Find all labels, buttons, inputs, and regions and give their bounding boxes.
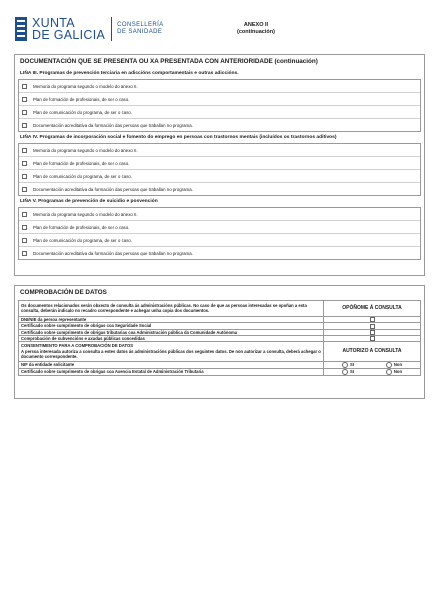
consent-title: CONSENTIMENTO PARA A COMPROBACIÓN DE DATOS: [21, 343, 134, 349]
document-item: [19, 157, 420, 170]
document-label: Documentación acreditativa da formación das persoas que traballan no programa.: [33, 186, 193, 192]
document-label: Plan de formación de profesionais, de ser o caso.: [33, 96, 130, 102]
document-label: Memoria do programa segundo o modelo do anexo II.: [33, 211, 138, 217]
document-checkbox[interactable]: [22, 238, 27, 243]
anexo-title: ANEXO II: [243, 22, 269, 28]
document-label: Memoria do programa segundo o modelo do anexo II.: [33, 147, 138, 153]
document-item: [19, 93, 420, 106]
document-checkbox[interactable]: [22, 110, 27, 115]
line-heading: LIÑA III. Programas de prevención terciaria en adiccións comportamentais e outras adiccións.: [20, 71, 239, 76]
line-heading: LIÑA V. Programas de prevención de suicidio e posvención: [20, 199, 158, 204]
document-label: Plan de comunicación do programa, de ser o caso.: [33, 109, 133, 115]
document-item: [19, 247, 420, 259]
documentation-lines: [15, 70, 424, 260]
document-label: Memoria do programa segundo o modelo do anexo II.: [33, 83, 138, 89]
document-item: [19, 170, 420, 183]
oppose-header: OPÓÑOME Á CONSULTA: [324, 301, 421, 317]
intro-text: Os documentos relacionados serán obxecto de consulta ás administracións públicas. No caso de que as persoas interesadas se opoñan a esta consulta, deberán indicalo no recadro correspondente e achegar unha copia dos documentos.: [19, 301, 324, 317]
document-label: Plan de comunicación do programa, de ser o caso.: [33, 173, 133, 179]
consent-data-row: [19, 361, 421, 368]
oppose-label: DNI/NIE da persoa representante: [19, 316, 324, 322]
yes-option[interactable]: [342, 362, 354, 368]
oppose-checkbox[interactable]: [370, 324, 375, 329]
logo-line1: XUNTA: [32, 16, 75, 30]
document-item: [19, 144, 420, 157]
consel-line1: CONSELLERÍA: [117, 22, 164, 28]
yes-label: SI: [349, 368, 354, 374]
consent-text-cell: [19, 342, 324, 361]
consel-line2: DE SANIDADE: [117, 29, 163, 35]
oppose-checkbox[interactable]: [370, 317, 375, 322]
document-label: Documentación acreditativa da formación das persoas que traballan no programa.: [33, 250, 193, 256]
page-header: [14, 16, 425, 46]
document-checklist: [18, 207, 421, 260]
consent-text: A persoa interesada autoriza a consulta a estes datos ás administracións públicas dos seguintes datos. De non autorizar a consulta, deberá achegar o documento correspondente.: [21, 348, 321, 360]
consent-row: [19, 342, 421, 361]
document-label: Plan de comunicación do programa, de ser o caso.: [33, 237, 133, 243]
document-item: [19, 183, 420, 195]
line-heading: LIÑA IV. Programas de incorporación social e fomento do emprego en persoas con trastornos mentais (incluídos os trastornos aditivos): [20, 135, 337, 140]
document-checkbox[interactable]: [22, 187, 27, 192]
no-radio-icon[interactable]: [386, 369, 392, 375]
oppose-checkbox[interactable]: [370, 336, 375, 341]
document-checkbox[interactable]: [22, 148, 27, 153]
document-item: [19, 208, 420, 221]
yes-option[interactable]: [342, 369, 354, 375]
document-item: [19, 221, 420, 234]
conselleria-label: [117, 22, 163, 36]
yes-radio-icon[interactable]: [342, 362, 348, 368]
xunta-wordmark: [32, 17, 105, 41]
no-option[interactable]: [386, 362, 402, 368]
document-item: [19, 80, 420, 93]
document-item: [19, 119, 420, 131]
document-checkbox[interactable]: [22, 212, 27, 217]
oppose-label: Certificado sobre cumprimento de obrigas coa Seguridade Social: [19, 323, 324, 329]
document-label: Plan de formación de profesionais, de ser o caso.: [33, 160, 130, 166]
document-checklist: [18, 79, 421, 132]
document-checkbox[interactable]: [22, 84, 27, 89]
intro-row: [19, 301, 421, 317]
document-item: [19, 234, 420, 247]
oppose-checkbox[interactable]: [370, 330, 375, 335]
logo-divider: [111, 17, 112, 41]
no-radio-icon[interactable]: [386, 362, 392, 368]
data-check-table: [18, 300, 421, 376]
authorize-header: AUTORIZO A CONSULTA: [324, 342, 421, 361]
document-checklist: [18, 143, 421, 196]
consent-data-row: [19, 368, 421, 375]
document-checkbox[interactable]: [22, 251, 27, 256]
document-checkbox[interactable]: [22, 97, 27, 102]
document-item: [19, 106, 420, 119]
galicia-emblem-icon: [14, 16, 28, 42]
yes-no-group: [326, 362, 418, 368]
consent-label: NIF da entidade solicitante: [19, 361, 324, 368]
document-label: Documentación acreditativa da formación das persoas que traballan no programa.: [33, 122, 193, 128]
document-label: Plan de formación de profesionais, de ser o caso.: [33, 224, 130, 230]
anexo-heading: [226, 22, 286, 36]
consent-label: Certificado sobre cumprimento de obrigas coa Axencia Estatal de Administración Tributaria: [19, 368, 324, 375]
oppose-label: Comprobación de subvencións e axudas públicas concedidas: [19, 336, 324, 342]
yes-label: SI: [349, 361, 354, 367]
consent-cell: [324, 361, 421, 368]
yes-radio-icon[interactable]: [342, 369, 348, 375]
no-label: Non: [393, 361, 403, 367]
oppose-label: Certificado sobre cumprimento de obrigas tributarias coa Administración pública da Comunidade Autónoma: [19, 329, 324, 335]
data-check-title: COMPROBACIÓN DE DATOS: [20, 289, 107, 296]
documentation-title: DOCUMENTACIÓN QUE SE PRESENTA OU XA PRESENTADA CON ANTERIORIDADE (continuación): [20, 58, 318, 65]
yes-no-group: [326, 369, 418, 375]
xunta-logo: [14, 16, 164, 42]
document-checkbox[interactable]: [22, 174, 27, 179]
document-checkbox[interactable]: [22, 123, 27, 128]
no-option[interactable]: [386, 369, 402, 375]
data-check-section: [14, 285, 425, 399]
logo-line2: DE GALICIA: [32, 28, 106, 42]
document-checkbox[interactable]: [22, 225, 27, 230]
documentation-section: [14, 54, 425, 276]
consent-cell: [324, 368, 421, 375]
document-checkbox[interactable]: [22, 161, 27, 166]
no-label: Non: [393, 368, 403, 374]
anexo-subtitle: (continuación): [237, 29, 275, 35]
